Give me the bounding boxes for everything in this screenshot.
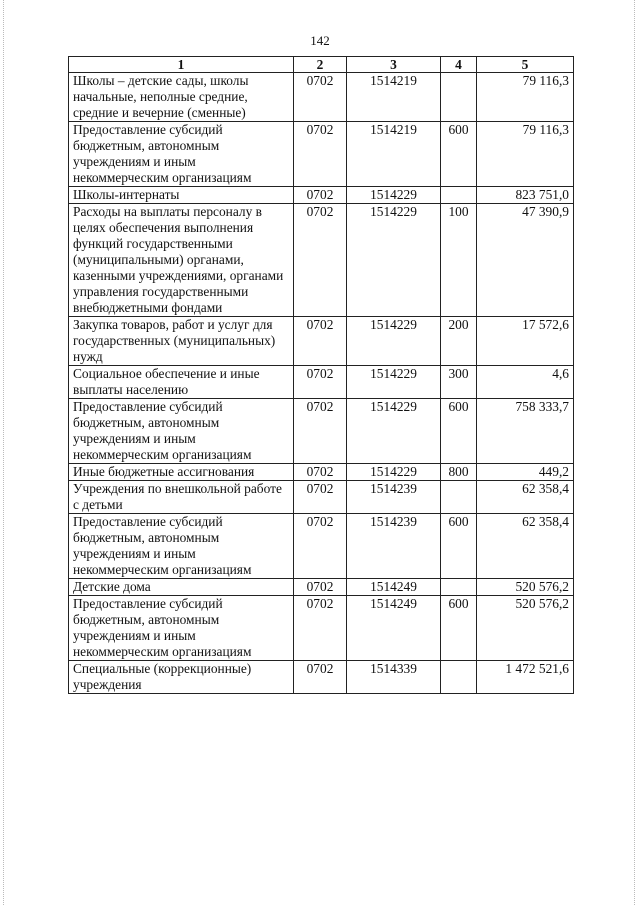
row-article-cell: 1514239: [347, 481, 441, 514]
row-article-cell: 1514219: [347, 73, 441, 122]
row-sum-cell: 520 576,2: [477, 579, 574, 596]
table-row: [69, 464, 574, 481]
scan-edge-left: [3, 0, 5, 905]
row-type-cell: 600: [441, 122, 477, 187]
budget-table: [68, 56, 574, 694]
row-type-cell: [441, 481, 477, 514]
table-row: [69, 579, 574, 596]
row-section-cell: 0702: [294, 73, 347, 122]
row-name-cell: Школы – детские сады, школы начальные, неполные средние, средние и вечерние (сменные): [69, 73, 294, 122]
table-row: [69, 204, 574, 317]
row-article-cell: 1514249: [347, 596, 441, 661]
table-row: [69, 481, 574, 514]
header-col-2: 2: [294, 57, 347, 73]
row-section-cell: 0702: [294, 366, 347, 399]
row-type-cell: 600: [441, 596, 477, 661]
row-section-cell: 0702: [294, 122, 347, 187]
row-sum-cell: 520 576,2: [477, 596, 574, 661]
header-col-5: 5: [477, 57, 574, 73]
table-header: [69, 57, 574, 73]
row-name-cell: Предоставление субсидий бюджетным, автономным учреждениям и иным некоммерческим организациям: [69, 122, 294, 187]
row-name-cell: Предоставление субсидий бюджетным, автономным учреждениям и иным некоммерческим организациям: [69, 399, 294, 464]
row-section-cell: 0702: [294, 661, 347, 694]
table-row: [69, 661, 574, 694]
row-name-cell: Школы-интернаты: [69, 187, 294, 204]
row-name-cell: Учреждения по внешкольной работе с детьми: [69, 481, 294, 514]
row-sum-cell: 1 472 521,6: [477, 661, 574, 694]
row-type-cell: 100: [441, 204, 477, 317]
row-article-cell: 1514339: [347, 661, 441, 694]
row-article-cell: 1514239: [347, 514, 441, 579]
table-body: [69, 73, 574, 694]
row-article-cell: 1514219: [347, 122, 441, 187]
row-article-cell: 1514229: [347, 366, 441, 399]
table-row: [69, 317, 574, 366]
table-row: [69, 514, 574, 579]
row-sum-cell: 79 116,3: [477, 122, 574, 187]
row-section-cell: 0702: [294, 464, 347, 481]
row-section-cell: 0702: [294, 204, 347, 317]
page-number: 142: [310, 33, 330, 48]
header-col-1: 1: [69, 57, 294, 73]
header-col-4: 4: [441, 57, 477, 73]
row-type-cell: [441, 579, 477, 596]
row-type-cell: [441, 187, 477, 204]
row-article-cell: 1514229: [347, 204, 441, 317]
row-article-cell: 1514249: [347, 579, 441, 596]
row-type-cell: 600: [441, 514, 477, 579]
row-sum-cell: 79 116,3: [477, 73, 574, 122]
row-name-cell: Специальные (коррекционные) учреждения: [69, 661, 294, 694]
table-row: [69, 73, 574, 122]
table-row: [69, 399, 574, 464]
row-sum-cell: 823 751,0: [477, 187, 574, 204]
scan-edge-right: [634, 0, 636, 905]
table-row: [69, 366, 574, 399]
header-col-3: 3: [347, 57, 441, 73]
row-article-cell: 1514229: [347, 317, 441, 366]
row-section-cell: 0702: [294, 481, 347, 514]
row-section-cell: 0702: [294, 514, 347, 579]
row-name-cell: Предоставление субсидий бюджетным, автономным учреждениям и иным некоммерческим организациям: [69, 514, 294, 579]
row-name-cell: Социальное обеспечение и иные выплаты населению: [69, 366, 294, 399]
row-section-cell: 0702: [294, 317, 347, 366]
row-type-cell: [441, 661, 477, 694]
row-type-cell: 600: [441, 399, 477, 464]
row-name-cell: Иные бюджетные ассигнования: [69, 464, 294, 481]
row-sum-cell: 62 358,4: [477, 481, 574, 514]
row-section-cell: 0702: [294, 399, 347, 464]
row-section-cell: 0702: [294, 579, 347, 596]
row-name-cell: Закупка товаров, работ и услуг для государственных (муниципальных) нужд: [69, 317, 294, 366]
row-article-cell: 1514229: [347, 399, 441, 464]
table-row: [69, 596, 574, 661]
row-type-cell: [441, 73, 477, 122]
row-name-cell: Предоставление субсидий бюджетным, автономным учреждениям и иным некоммерческим организациям: [69, 596, 294, 661]
row-section-cell: 0702: [294, 596, 347, 661]
row-sum-cell: 17 572,6: [477, 317, 574, 366]
row-type-cell: 200: [441, 317, 477, 366]
row-sum-cell: 62 358,4: [477, 514, 574, 579]
row-section-cell: 0702: [294, 187, 347, 204]
header-row: [69, 57, 574, 73]
row-sum-cell: 449,2: [477, 464, 574, 481]
row-article-cell: 1514229: [347, 464, 441, 481]
row-type-cell: 300: [441, 366, 477, 399]
row-sum-cell: 47 390,9: [477, 204, 574, 317]
row-type-cell: 800: [441, 464, 477, 481]
table-row: [69, 187, 574, 204]
row-name-cell: Детские дома: [69, 579, 294, 596]
row-name-cell: Расходы на выплаты персоналу в целях обеспечения выполнения функций государственными (муниципальными) органами, казенными учреждениями, органами управления государственными внебюджетными фондами: [69, 204, 294, 317]
row-article-cell: 1514229: [347, 187, 441, 204]
table-row: [69, 122, 574, 187]
row-sum-cell: 4,6: [477, 366, 574, 399]
row-sum-cell: 758 333,7: [477, 399, 574, 464]
